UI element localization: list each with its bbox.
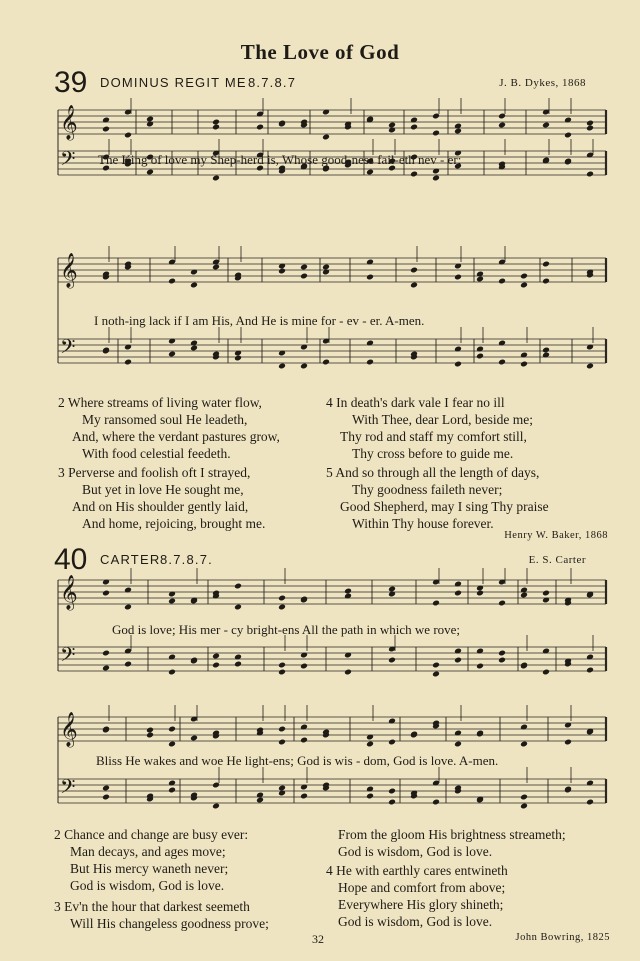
svg-text:𝄢: 𝄢	[60, 147, 76, 175]
svg-text:𝄞: 𝄞	[60, 253, 78, 288]
author-credit: John Bowring, 1825	[515, 932, 610, 943]
verse-3: 3 Perverse and foolish oft I strayed, But yet in love He sought me, And on His shoulder gently laid, And home, rejoicing, brought me.	[58, 465, 266, 531]
lyrics-line: I noth-ing lack if I am His, And He is mine for - ev - er. A-men.	[94, 313, 425, 328]
verse-2: 2 Chance and change are busy ever: Man decays, and ages move; But His mercy waneth never; God is wisdom, God is love.	[54, 827, 249, 893]
lyrics-line: Bliss He wakes and woe He light-ens; God is wis - dom, God is love. A-men.	[96, 753, 499, 768]
svg-text:𝄞: 𝄞	[60, 575, 78, 610]
svg-text:𝄞: 𝄞	[60, 712, 78, 747]
author-credit: Henry W. Baker, 1868	[504, 530, 608, 541]
verse-4: 4 In death's dark vale I fear no ill With Thee, dear Lord, beside me; Thy rod and staff my comfort still, Thy cross before to guide me.	[326, 395, 534, 461]
lyrics-line: God is love; His mer - cy bright-ens All the path in which we rove;	[112, 622, 461, 637]
lyrics-line: The King of love my Shep-herd is, Whose good-ness fail-eth nev - er;	[98, 152, 462, 167]
composer: J. B. Dykes, 1868	[499, 77, 586, 89]
meter: 8.7.8.7.	[160, 552, 213, 567]
tune-name: CARTER	[100, 552, 161, 567]
verse-2: 2 Where streams of living water flow, My ransomed soul He leadeth, And, where the verdant pastures grow, With food celestial feedeth.	[58, 395, 280, 461]
svg-text:𝄢: 𝄢	[60, 643, 76, 671]
page-number: 32	[312, 932, 324, 946]
verse-3: 3 Ev'n the hour that darkest seemeth Will His changeless goodness prove;	[54, 899, 269, 931]
svg-text:𝄞: 𝄞	[60, 105, 78, 140]
tune-name: DOMINUS REGIT ME	[100, 75, 247, 90]
svg-text:𝄢: 𝄢	[60, 335, 76, 363]
music-system-4	[0, 705, 640, 835]
hymn-number: 40	[54, 543, 88, 576]
hymn-number: 39	[54, 66, 88, 99]
meter: 8.7.8.7	[248, 75, 297, 90]
verse-3-continued: From the gloom His brightness streameth; God is wisdom, God is love.	[338, 827, 566, 859]
music-system-3	[0, 565, 640, 715]
page-title: The Love of God	[240, 40, 400, 64]
verse-5: 5 And so through all the length of days, Thy goodness faileth never; Good Shepherd, may I sing Thy praise Within Thy house forever.	[326, 465, 549, 531]
verse-4: 4 He with earthly cares entwineth Hope and comfort from above; Everywhere His glory shineth; God is wisdom, God is love.	[326, 863, 508, 929]
svg-text:𝄢: 𝄢	[60, 775, 76, 803]
composer: E. S. Carter	[528, 554, 586, 566]
